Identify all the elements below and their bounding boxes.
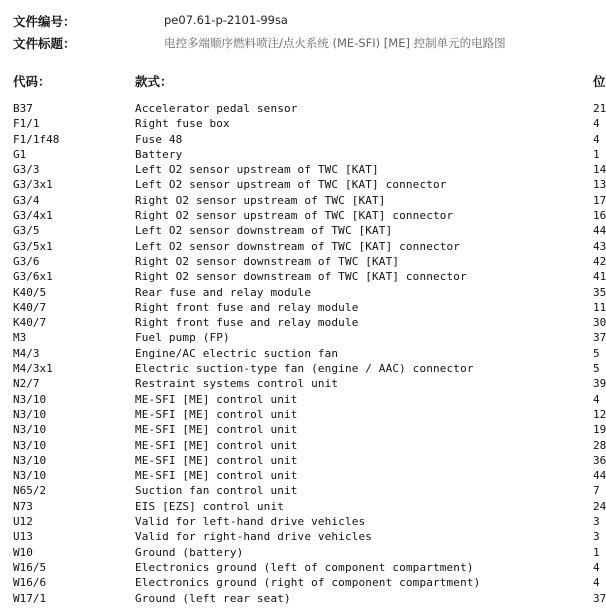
component-position: 5 [593, 362, 600, 376]
component-code: N3/10 [13, 469, 47, 483]
component-position: 19 [593, 423, 606, 437]
table-row [0, 101, 606, 116]
component-position: 5 [593, 346, 600, 360]
table-row [0, 560, 606, 575]
component-code: G3/6 [13, 254, 40, 268]
component-code: N2/7 [13, 377, 40, 391]
table-row [0, 422, 606, 437]
component-position: 4 [593, 560, 600, 574]
component-position: 11 [593, 300, 606, 314]
table-row [0, 407, 606, 422]
component-description: Electronics ground (right of component compartment) [135, 576, 481, 590]
table-row [0, 376, 606, 391]
component-code: G3/4 [13, 193, 40, 207]
component-position: 16 [593, 209, 606, 223]
component-code: B37 [13, 102, 33, 115]
component-description: Electronics ground (left of component compartment) [135, 560, 474, 574]
component-code: N3/10 [13, 392, 47, 406]
table-row [0, 499, 606, 514]
component-position: 44 [593, 469, 606, 483]
component-code: W17/1 [13, 591, 47, 605]
table-row [0, 132, 606, 147]
table-row [0, 591, 606, 606]
component-code: N3/10 [13, 407, 47, 421]
component-code: U13 [13, 530, 33, 544]
component-description: ME-SFI [ME] control unit [135, 407, 298, 421]
table-row [0, 545, 606, 560]
component-description: Suction fan control unit [135, 484, 298, 498]
table-row [0, 330, 606, 345]
component-position: 13 [593, 178, 606, 192]
table-row [0, 361, 606, 376]
table-row [0, 116, 606, 131]
component-code: N3/10 [13, 423, 47, 437]
component-description: Right front fuse and relay module [135, 300, 359, 314]
component-description: Left O2 sensor upstream of TWC [KAT] [135, 163, 379, 177]
component-code: G3/3 [13, 163, 40, 177]
component-description: Right O2 sensor downstream of TWC [KAT] [135, 254, 400, 268]
table-row [0, 285, 606, 300]
table-row [0, 514, 606, 529]
component-position: 1 [593, 545, 600, 559]
table-row [0, 529, 606, 544]
component-position: 30 [593, 316, 606, 330]
component-table [0, 101, 606, 606]
table-row [0, 575, 606, 590]
component-description: Left O2 sensor upstream of TWC [KAT] connector [135, 178, 447, 192]
component-position: 41 [593, 270, 606, 284]
table-row [0, 147, 606, 162]
component-description: ME-SFI [ME] control unit [135, 453, 298, 467]
component-code: N73 [13, 499, 33, 513]
component-code: U12 [13, 515, 33, 529]
component-position: 4 [593, 132, 600, 146]
component-position: 4 [593, 392, 600, 406]
component-position: 36 [593, 453, 606, 467]
file-number-label: 文件编号： [13, 14, 76, 29]
component-description: Fuse 48 [135, 132, 183, 146]
file-title-label: 文件标题： [13, 36, 76, 51]
component-position: 44 [593, 224, 606, 238]
component-code: F1/1f48 [13, 132, 60, 146]
component-description: Engine/AC electric suction fan [135, 346, 339, 360]
component-position: 39 [593, 377, 606, 391]
component-description: Ground (left rear seat) [135, 591, 291, 605]
component-description: Right O2 sensor upstream of TWC [KAT] connector [135, 209, 454, 223]
component-position: 35 [593, 285, 606, 299]
component-position: 37 [593, 591, 606, 605]
component-code: F1/1 [13, 117, 40, 131]
component-position: 1 [593, 147, 600, 161]
table-row [0, 483, 606, 498]
code-column-header: 代码： [13, 74, 51, 89]
table-row [0, 300, 606, 315]
table-row [0, 208, 606, 223]
component-description: Ground (battery) [135, 545, 244, 559]
component-position: 3 [593, 530, 600, 544]
table-row [0, 162, 606, 177]
component-description: Restraint systems control unit [135, 377, 339, 391]
component-description: EIS [EZS] control unit [135, 499, 284, 513]
table-row [0, 193, 606, 208]
component-code: G3/6x1 [13, 270, 53, 284]
component-code: G3/5x1 [13, 239, 53, 253]
component-code: G1 [13, 147, 27, 161]
table-row [0, 438, 606, 453]
component-description: Left O2 sensor downstream of TWC [KAT] connector [135, 239, 461, 253]
table-row [0, 254, 606, 269]
table-row [0, 223, 606, 238]
table-row [0, 453, 606, 468]
component-position: 12 [593, 407, 606, 421]
component-position: 21 [593, 102, 606, 115]
component-code: M4/3 [13, 346, 40, 360]
table-row [0, 315, 606, 330]
file-title-value: 电控多端顺序燃料喷注/点火系统 (ME-SFI) [ME] 控制单元的电路图 [164, 36, 506, 50]
component-code: W16/5 [13, 560, 47, 574]
component-description: Right O2 sensor downstream of TWC [KAT] connector [135, 270, 467, 284]
component-position: 4 [593, 117, 600, 131]
component-code: G3/3x1 [13, 178, 53, 192]
component-position: 14 [593, 163, 606, 177]
component-position: 42 [593, 254, 606, 268]
table-row [0, 468, 606, 483]
component-code: M3 [13, 331, 27, 345]
component-position: 37 [593, 331, 606, 345]
file-number-value: pe07.61-p-2101-99sa [164, 13, 288, 27]
component-position: 43 [593, 239, 606, 253]
component-position: 4 [593, 576, 600, 590]
component-description: ME-SFI [ME] control unit [135, 392, 298, 406]
component-code: N65/2 [13, 484, 47, 498]
component-code: N3/10 [13, 453, 47, 467]
component-description: Fuel pump (FP) [135, 331, 230, 345]
component-description: Valid for left-hand drive vehicles [135, 515, 366, 529]
component-description: ME-SFI [ME] control unit [135, 438, 298, 452]
component-description: Left O2 sensor downstream of TWC [KAT] [135, 224, 393, 238]
component-code: N3/10 [13, 438, 47, 452]
component-code: K40/7 [13, 300, 47, 314]
component-code: K40/7 [13, 316, 47, 330]
component-position: 3 [593, 515, 600, 529]
component-code: W16/6 [13, 576, 47, 590]
table-row [0, 239, 606, 254]
component-description: ME-SFI [ME] control unit [135, 469, 298, 483]
component-code: M4/3x1 [13, 362, 53, 376]
description-column-header: 款式： [135, 74, 173, 89]
component-code: W10 [13, 545, 33, 559]
component-code: G3/4x1 [13, 209, 53, 223]
position-column-header: 位 [593, 74, 606, 89]
table-row [0, 269, 606, 284]
table-row [0, 392, 606, 407]
component-position: 28 [593, 438, 606, 452]
component-description: Accelerator pedal sensor [135, 102, 298, 115]
component-description: Battery [135, 147, 183, 161]
component-description: Valid for right-hand drive vehicles [135, 530, 373, 544]
component-description: Electric suction-type fan (engine / AAC) connector [135, 362, 474, 376]
table-row [0, 177, 606, 192]
component-description: ME-SFI [ME] control unit [135, 423, 298, 437]
component-description: Right O2 sensor upstream of TWC [KAT] [135, 193, 386, 207]
component-position: 7 [593, 484, 600, 498]
component-description: Rear fuse and relay module [135, 285, 312, 299]
component-description: Right front fuse and relay module [135, 316, 359, 330]
component-position: 24 [593, 499, 606, 513]
table-row [0, 346, 606, 361]
component-position: 17 [593, 193, 606, 207]
component-description: Right fuse box [135, 117, 230, 131]
component-code: K40/5 [13, 285, 47, 299]
component-code: G3/5 [13, 224, 40, 238]
